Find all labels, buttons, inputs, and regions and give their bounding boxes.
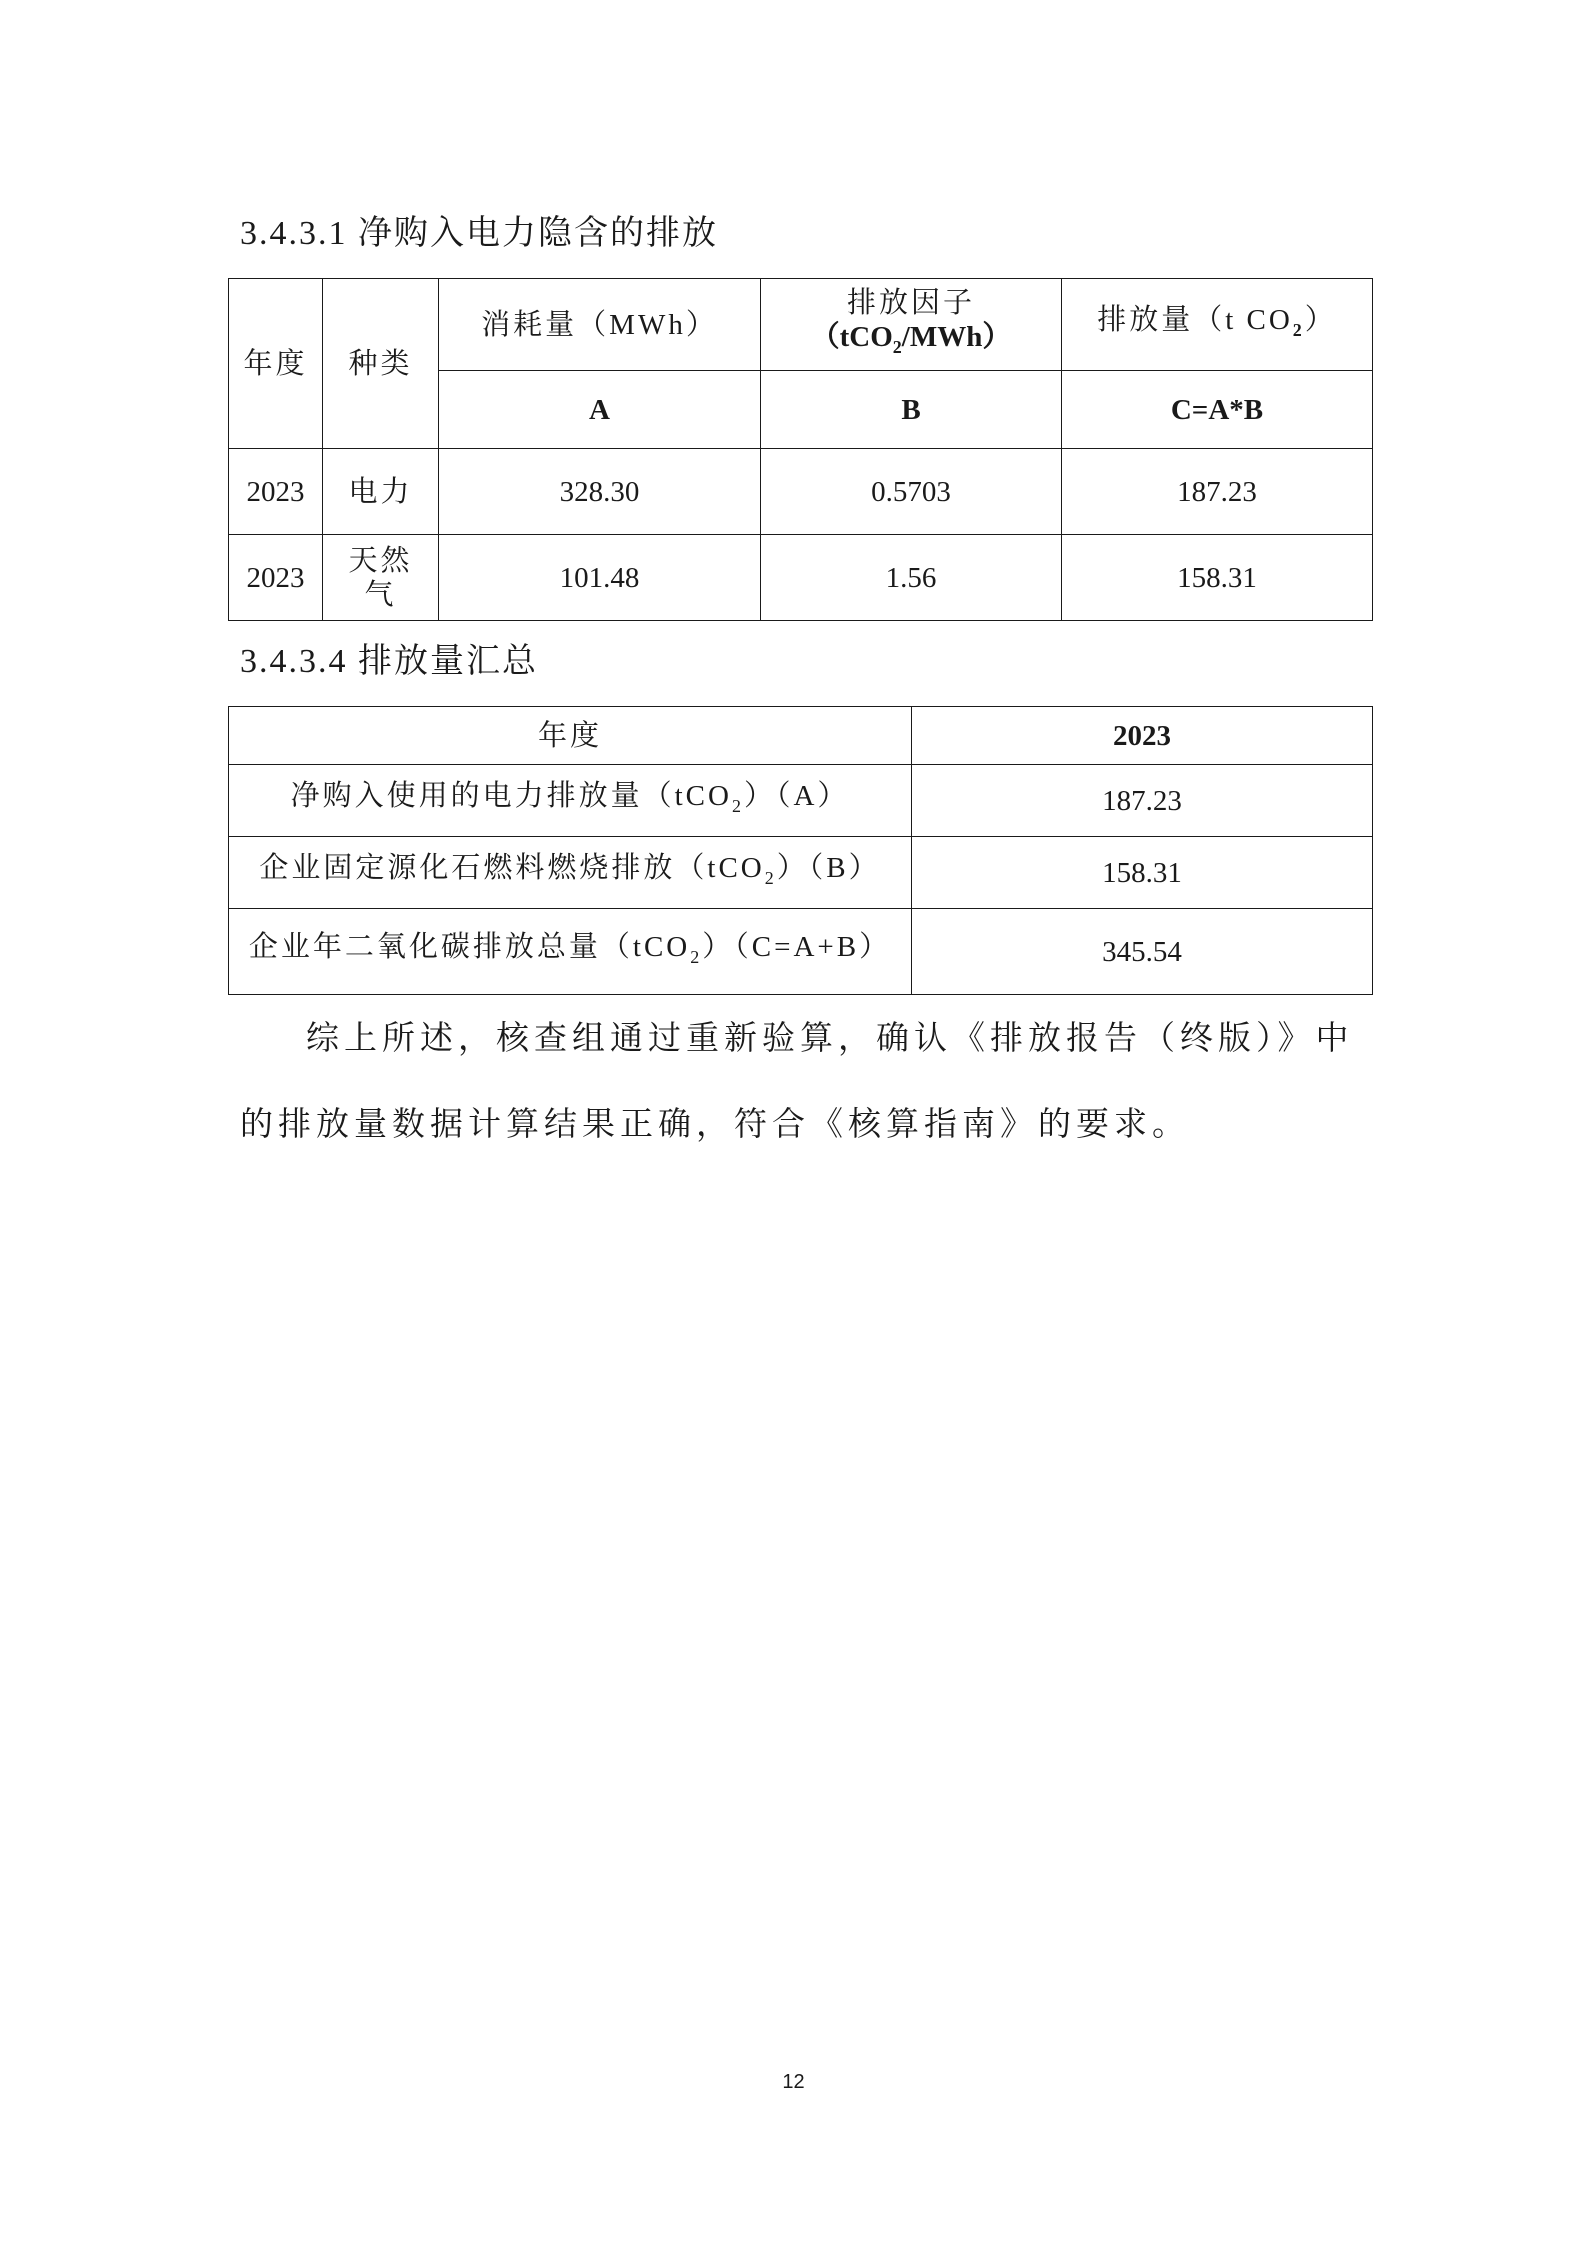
summary-row-label: 企业年二氧化碳排放总量（tCO$_2$）（C=A+B） [229,909,912,995]
header-col-c: C=A*B [1062,371,1373,449]
summary-header-label: 年度 [229,707,912,765]
header-factor-line1: 排放因子 [846,286,975,319]
summary-row-label: 企业固定源化石燃料燃烧排放（tCO$_2$）（B） [229,837,912,909]
cell-factor: 0.5703 [761,449,1062,535]
cell-factor: 1.56 [761,535,1062,621]
cell-year: 2023 [229,535,323,621]
header-emission-factor [761,279,1062,371]
cell-type: 电力 [323,449,439,535]
conclusion-line-2: 的排放量数据计算结果正确，符合《核算指南》的要求。 [240,1107,1190,1143]
summary-row-value: 158.31 [912,837,1373,909]
cell-consumption: 101.48 [439,535,761,621]
table-row [229,765,1373,837]
summary-header-year: 2023 [912,707,1373,765]
cell-emission: 187.23 [1062,449,1373,535]
header-consumption: 消耗量（MWh） [439,279,761,371]
conclusion-line-1: 综上所述，核查组通过重新验算，确认《排放报告（终版）》中 [306,1021,1354,1057]
header-year: 年度 [229,279,323,449]
summary-header-row [229,707,1373,765]
cell-consumption: 328.30 [439,449,761,535]
section-heading-electricity: 3.4.3.1 净购入电力隐含的排放 [240,215,718,252]
electricity-emission-table [228,278,1373,621]
cell-year: 2023 [229,449,323,535]
summary-row-value: 187.23 [912,765,1373,837]
summary-row-value: 345.54 [912,909,1373,995]
cell-emission: 158.31 [1062,535,1373,621]
page-number: 12 [782,2071,805,2093]
section-heading-summary: 3.4.3.4 排放量汇总 [240,643,538,680]
table-row [229,449,1373,535]
summary-row-label: 净购入使用的电力排放量（tCO$_2$）（A） [229,765,912,837]
emission-summary-table [228,706,1373,995]
header-emission: 排放量（t $CO_2$） [1062,279,1373,371]
header-col-a: A [439,371,761,449]
header-col-b: B [761,371,1062,449]
header-factor-line2: （tCO$_2$/MWh） [810,320,1012,357]
cell-type: 天然气 [323,535,439,621]
table-row [229,535,1373,621]
header-type: 种类 [323,279,439,449]
table-row [229,909,1373,995]
table-header-row [229,279,1373,371]
table-row [229,837,1373,909]
